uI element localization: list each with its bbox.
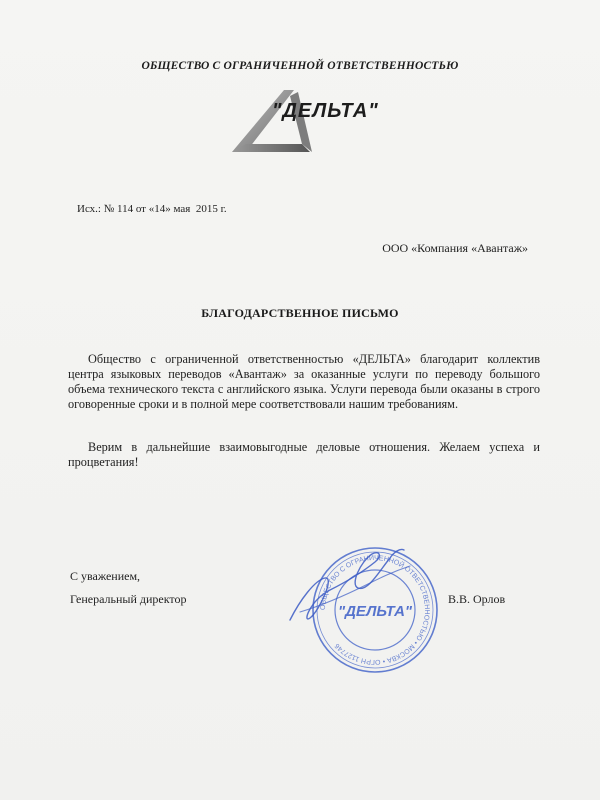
addressee: ООО «Компания «Авантаж» bbox=[382, 241, 528, 255]
closing-phrase: С уважением, bbox=[70, 569, 141, 583]
company-name-header: ОБЩЕСТВО С ОГРАНИЧЕННОЙ ОТВЕТСТВЕННОСТЬЮ bbox=[141, 60, 459, 72]
signature-icon bbox=[280, 540, 420, 640]
signer-position: Генеральный директор bbox=[70, 592, 187, 606]
signer-name: В.В. Орлов bbox=[448, 592, 506, 606]
handwritten-signature bbox=[280, 540, 420, 640]
outgoing-reference: Исх.: № 114 от «14» мая 2015 г. bbox=[77, 203, 227, 215]
stamp-ring-text: ОБЩЕСТВО С ОГРАНИЧЕННОЙ ОТВЕТСТВЕННОСТЬЮ • МОСКВА • ОГРН 1127746 bbox=[319, 554, 431, 666]
body-paragraph: Верим в дальнейшие взаимовыгодные деловые отношения. Желаем успеха и процветания! bbox=[68, 440, 540, 469]
body-paragraph: Общество с ограниченной ответственностью «ДЕЛЬТА» благодарит коллектив центра языковых переводов «Авантаж» за оказанные услуги по переводу большого объема технического текста с английского языка. Услуги перевода были оказаны в строго оговоренные сроки и в полной мере соответствовали нашим требованиям. bbox=[68, 352, 540, 411]
logo-text: "ДЕЛЬТА" bbox=[272, 100, 379, 122]
document-title: БЛАГОДАРСТВЕННОЕ ПИСЬМО bbox=[201, 306, 399, 320]
stamp-center-text: "ДЕЛЬТА" bbox=[337, 603, 413, 620]
